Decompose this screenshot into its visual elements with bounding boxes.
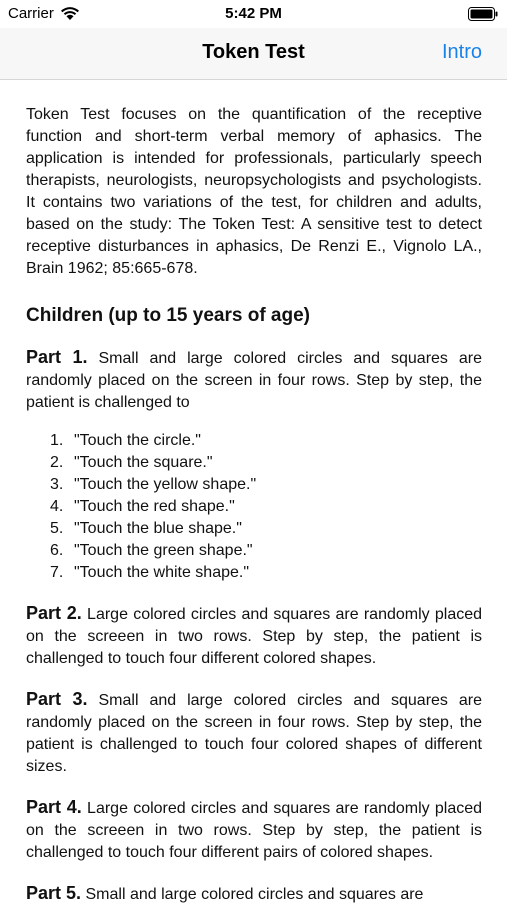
carrier-label: Carrier	[8, 5, 54, 22]
part-2-text: Large colored circles and squares are randomly placed on the screeen in two rows. Step by step, the patient is challenged to touch four different colored shapes.	[26, 606, 483, 667]
children-section-heading: Children (up to 15 years of age)	[26, 305, 310, 326]
part-5-title: Part 5.	[26, 883, 82, 903]
step-text: "Touch the red shape."	[74, 498, 235, 515]
battery-icon	[468, 7, 498, 21]
list-item	[50, 496, 482, 518]
part-3-title: Part 3.	[26, 689, 88, 709]
part-2-title: Part 2.	[26, 603, 82, 623]
part-5-text: Small and large colored circles and squares are	[85, 886, 424, 903]
part-3-text: Small and large colored circles and squares are randomly placed on the screen in four rows. Step by step, the patient is challenged to touch four colored shapes of different sizes.	[26, 692, 483, 775]
list-item	[50, 430, 482, 452]
step-text: "Touch the yellow shape."	[74, 476, 257, 493]
part-1-title: Part 1.	[26, 347, 88, 367]
list-item	[50, 518, 482, 540]
status-time: 5:42 PM	[225, 5, 282, 22]
step-number: 4.	[50, 498, 64, 515]
part-2-paragraph	[26, 602, 482, 670]
step-text: "Touch the circle."	[74, 432, 201, 449]
list-item	[50, 452, 482, 474]
list-item	[50, 540, 482, 562]
step-text: "Touch the square."	[74, 454, 213, 471]
part-1-text: Small and large colored circles and squares are randomly placed on the screen in four rows. Step by step, the patient is challenged to	[26, 350, 483, 411]
part-5-paragraph	[26, 882, 482, 906]
step-number: 1.	[50, 432, 64, 449]
step-number: 2.	[50, 454, 64, 471]
list-item	[50, 474, 482, 496]
status-bar	[0, 0, 507, 28]
step-number: 6.	[50, 542, 64, 559]
part-1-steps-list	[26, 430, 482, 584]
page-title: Token Test	[202, 41, 305, 63]
part-4-text: Large colored circles and squares are randomly placed on the screeen in two rows. Step by step, the patient is challenged to touch four different pairs of colored shapes.	[26, 800, 483, 861]
step-number: 5.	[50, 520, 64, 537]
step-text: "Touch the blue shape."	[74, 520, 242, 537]
part-1-paragraph	[26, 346, 482, 414]
intro-paragraph: Token Test focuses on the quantification of the receptive function and short-term verbal memory of aphasics. The application is intended for professionals, particularly speech therapists, neurologists, neuropsychologists and psychologists. It contains two variations of the test, for children and adults, based on the study: The Token Test: A sensitive test to detect receptive disturbances in aphasics, De Renzi E., Vignolo LA., Brain 1962; 85:665-678.	[26, 106, 482, 277]
content-area[interactable]	[26, 80, 482, 906]
step-number: 7.	[50, 564, 64, 581]
intro-button[interactable]: Intro	[441, 41, 482, 63]
step-number: 3.	[50, 476, 64, 493]
step-text: "Touch the white shape."	[74, 564, 250, 581]
navigation-bar	[0, 28, 507, 80]
part-4-title: Part 4.	[26, 797, 82, 817]
part-3-paragraph	[26, 688, 482, 778]
list-item	[50, 562, 482, 584]
part-4-paragraph	[26, 796, 482, 864]
step-text: "Touch the green shape."	[74, 542, 253, 559]
